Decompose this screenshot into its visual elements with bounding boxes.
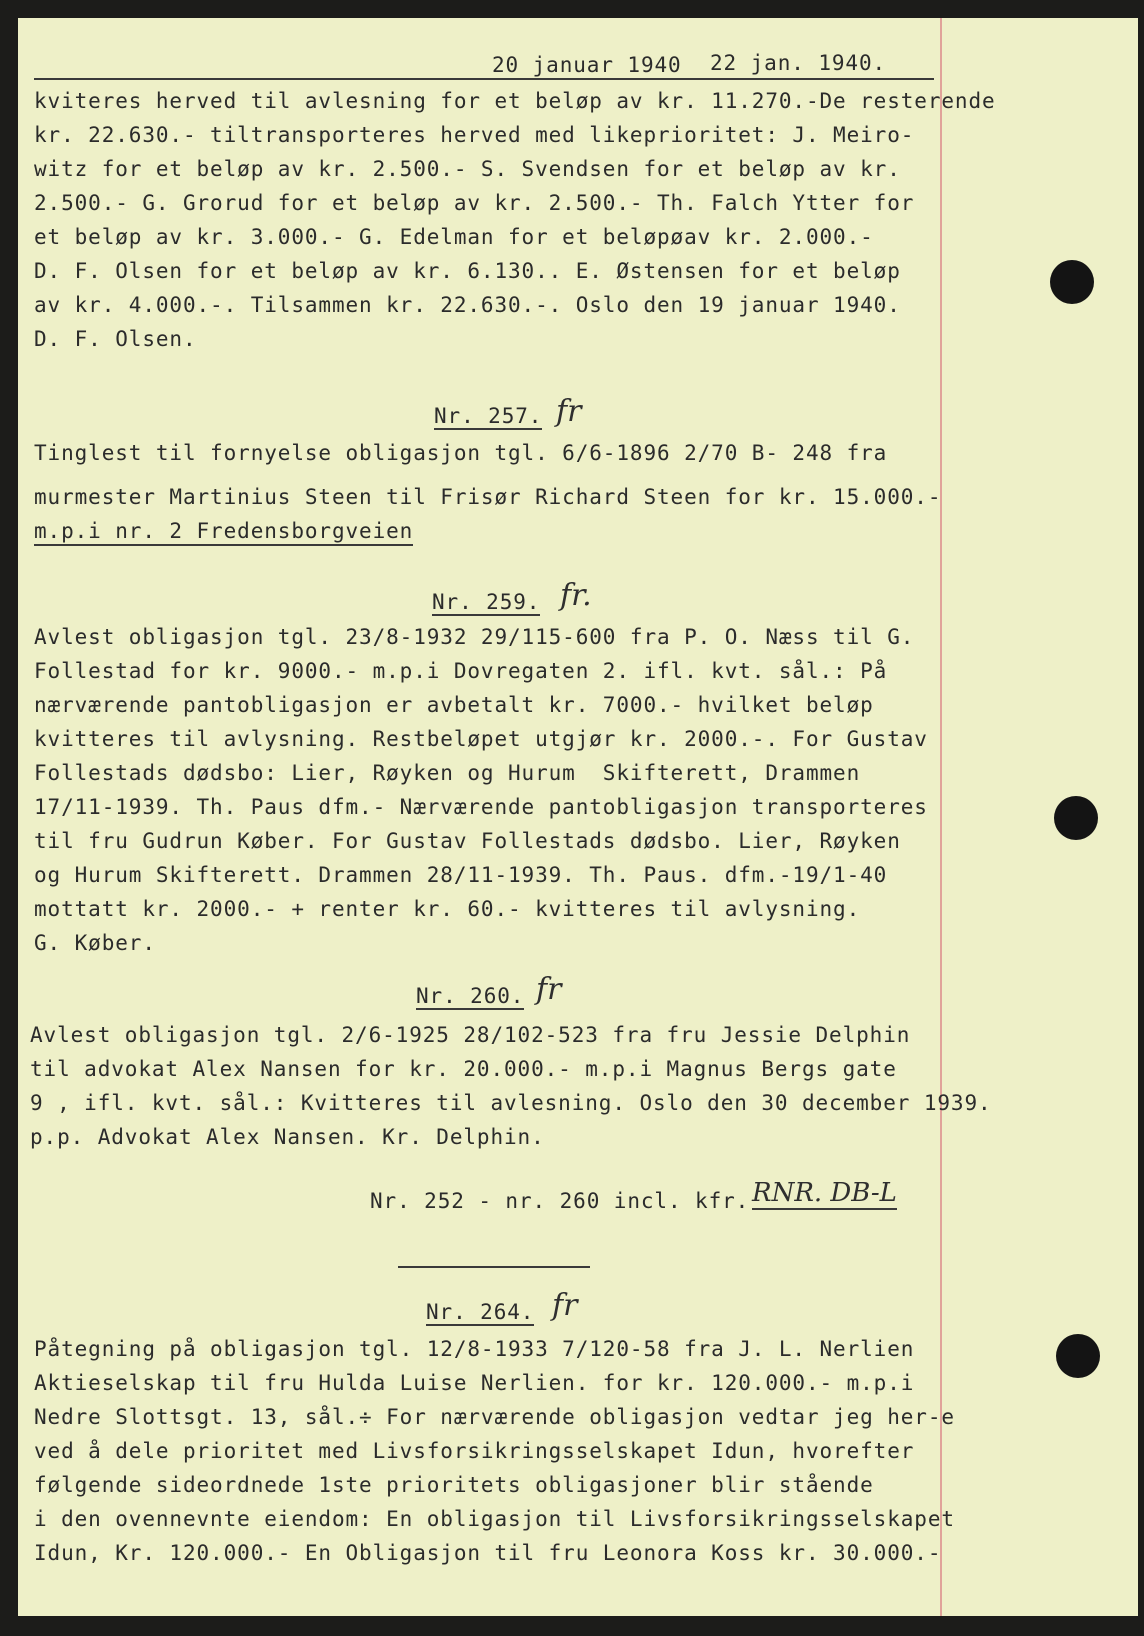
entry-initials: fr <box>536 972 562 1007</box>
entry-heading: Nr. 260. <box>416 984 525 1008</box>
punch-hole <box>1050 260 1094 304</box>
entry-initials: fr <box>552 1288 578 1323</box>
punch-hole <box>1056 1334 1100 1378</box>
margin-rule <box>940 18 942 1616</box>
text-line: murmester Martinius Steen til Frisør Richard Steen for kr. 15.000.- <box>34 485 942 509</box>
text-line: i den ovennevnte eiendom: En obligasjon til Livsforsikringsselskapet <box>34 1507 955 1531</box>
summary-signature: RNR. DB-L <box>752 1178 897 1208</box>
text-line: og Hurum Skifterett. Drammen 28/11-1939. Th. Paus. dfm.-19/1-40 <box>34 863 888 887</box>
text-line: Påtegning på obligasjon tgl. 12/8-1933 7/120-58 fra J. L. Nerlien <box>34 1337 915 1361</box>
text-line: Aktieselskap til fru Hulda Luise Nerlien. for kr. 120.000.- m.p.i <box>34 1371 915 1395</box>
text-line: Follestads dødsbo: Lier, Røyken og Hurum Skifterett, Drammen <box>34 761 861 785</box>
text-line: til fru Gudrun Køber. For Gustav Follestads dødsbo. Lier, Røyken <box>34 829 901 853</box>
text-line: Avlest obligasjon tgl. 2/6-1925 28/102-523 fra fru Jessie Delphin <box>30 1023 911 1047</box>
text-line: Nedre Slottsgt. 13, sål.÷ For nærværende obligasjon vedtar jeg her-e <box>34 1405 955 1429</box>
text-line: kr. 22.630.- tiltransporteres herved med likeprioritet: J. Meiro- <box>34 123 915 147</box>
text-line: Follestad for kr. 9000.- m.p.i Dovregaten 2. ifl. kvt. sål.: På <box>34 659 888 683</box>
text-line: ved å dele prioritet med Livsforsikringsselskapet Idun, hvorefter <box>34 1439 915 1463</box>
text-line: kvitteres til avlysning. Restbeløpet utgjør kr. 2000.-. For Gustav <box>34 727 928 751</box>
text-line: 9 , ifl. kvt. sål.: Kvitteres til avlesning. Oslo den 30 december 1939. <box>30 1091 992 1115</box>
text-line: G. Køber. <box>34 931 156 955</box>
entry-initials: fr. <box>560 578 592 613</box>
text-line: m.p.i nr. 2 Fredensborgveien <box>34 518 413 546</box>
text-line: et beløp av kr. 3.000.- G. Edelman for et beløpøav kr. 2.000.- <box>34 225 874 249</box>
entry-heading: Nr. 264. <box>426 1300 535 1324</box>
text-line: 2.500.- G. Grorud for et beløp av kr. 2.500.- Th. Falch Ytter for <box>34 191 915 215</box>
header-date-typed: 20 januar 1940 <box>492 53 682 77</box>
separator-rule <box>398 1266 590 1268</box>
text-line: til advokat Alex Nansen for kr. 20.000.- m.p.i Magnus Bergs gate <box>30 1057 897 1081</box>
text-line: p.p. Advokat Alex Nansen. Kr. Delphin. <box>30 1125 545 1149</box>
text-line: Idun, Kr. 120.000.- En Obligasjon til fru Leonora Koss kr. 30.000.- <box>34 1541 942 1565</box>
text-line: Tinglest til fornyelse obligasjon tgl. 6/6-1896 2/70 B- 248 fra <box>34 441 888 465</box>
entry-heading: Nr. 259. <box>432 590 541 614</box>
text-line: følgende sideordnede 1ste prioritets obligasjoner blir stående <box>34 1473 874 1497</box>
text-line: kviteres herved til avlesning for et beløp av kr. 11.270.-De resterende <box>34 89 996 113</box>
entry-initials: fr <box>556 394 582 429</box>
header-date-stamp: 22 jan. 1940. <box>710 51 887 75</box>
text-line: witz for et beløp av kr. 2.500.- S. Svendsen for et beløp av kr. <box>34 157 901 181</box>
text-line: D. F. Olsen. <box>34 327 197 351</box>
header-rule <box>34 78 934 80</box>
text-line: nærværende pantobligasjon er avbetalt kr. 7000.- hvilket beløp <box>34 693 874 717</box>
punch-hole <box>1054 796 1098 840</box>
summary-line: Nr. 252 - nr. 260 incl. kfr. <box>370 1189 750 1213</box>
text-line: mottatt kr. 2000.- + renter kr. 60.- kvitteres til avlysning. <box>34 897 861 921</box>
text-line: Avlest obligasjon tgl. 23/8-1932 29/115-600 fra P. O. Næss til G. <box>34 625 915 649</box>
text-line: 17/11-1939. Th. Paus dfm.- Nærværende pantobligasjon transporteres <box>34 795 928 819</box>
entry-heading: Nr. 257. <box>434 404 543 428</box>
text-line: av kr. 4.000.-. Tilsammen kr. 22.630.-. Oslo den 19 januar 1940. <box>34 293 901 317</box>
text-line: D. F. Olsen for et beløp av kr. 6.130.. E. Østensen for et beløp <box>34 259 901 283</box>
